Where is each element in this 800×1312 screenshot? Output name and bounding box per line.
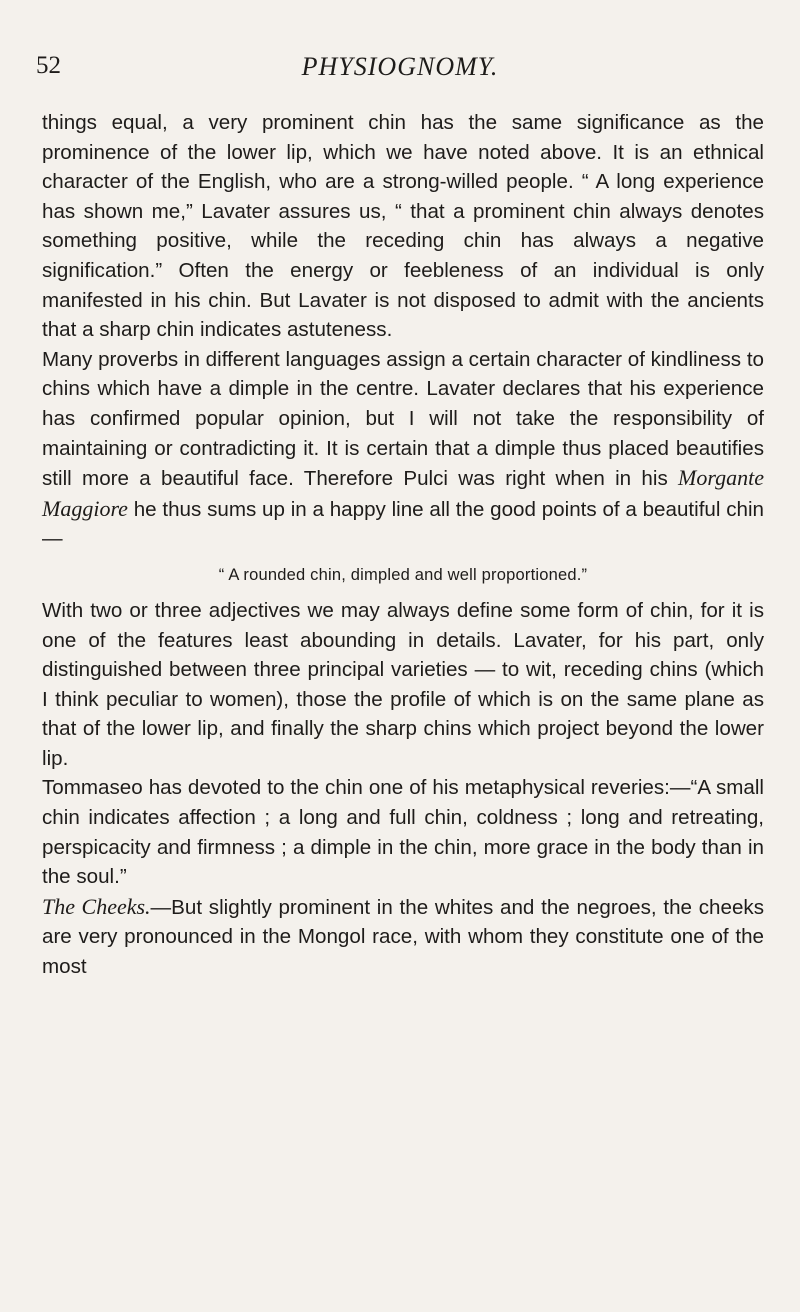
body-text [42,108,764,982]
paragraph [42,345,764,554]
running-head [36,52,764,88]
running-title: PHYSIOGNOMY. [301,52,499,81]
paragraph: With two or three adjectives we may always define some form of chin, for it is one of the features least abounding in details. Lavater, for his part, only distinguished between three principal varieties — to wit, receding chins (which I think peculiar to women), those the profile of which is on the same plane as that of the lower lip, and finally the sharp chins which project beyond the lower lip. [42,598,764,770]
block-quote: “ A rounded chin, dimpled and well proportioned.” [218,565,588,584]
paragraph: things equal, a very prominent chin has the same significance as the prominence of the lower lip, which we have noted above. It is an ethnical character of the English, who are a strong-willed people. “ A long experience has shown me,” Lavater assures us, “ that a prominent chin always denotes something positive, while the receding chin has always a negative signification.” Often the energy or feebleness of an individual is only manifested in his chin. But Lavater is not disposed to admit with the ancients that a sharp chin indicates astuteness. [42,111,764,342]
paragraph: Tommaseo has devoted to the chin one of his metaphysical reveries:—“A small chin indicates affection ; a long and full chin, coldness ; long and retreating, perspicacity and firmness ; a dimple in the chin, more grace in the body than in the soul.” [42,776,764,889]
paragraph-text: Many proverbs in different languages assign a certain character of kindliness to chins which have a dimple in the centre. Lavater declares that his experience has confirmed popular opinion, but I will not take the responsibility of maintaining or contradicting it. It is certain that a dimple thus placed beautifies still more a beautiful face. Therefore Pulci was right when in his [42,347,764,491]
page-number: 52 [36,52,61,79]
paragraph-text: he thus sums up in a happy line all the good points of a beautiful chin— [42,497,764,551]
section-heading: The Cheeks. [42,893,151,919]
paragraph [42,892,764,982]
book-title: Morgante Maggiore [42,465,764,521]
paragraph-text: —But slightly prominent in the whites and the negroes, the cheeks are very pronounced in the Mongol race, with whom they constitute one of the most [42,895,764,979]
